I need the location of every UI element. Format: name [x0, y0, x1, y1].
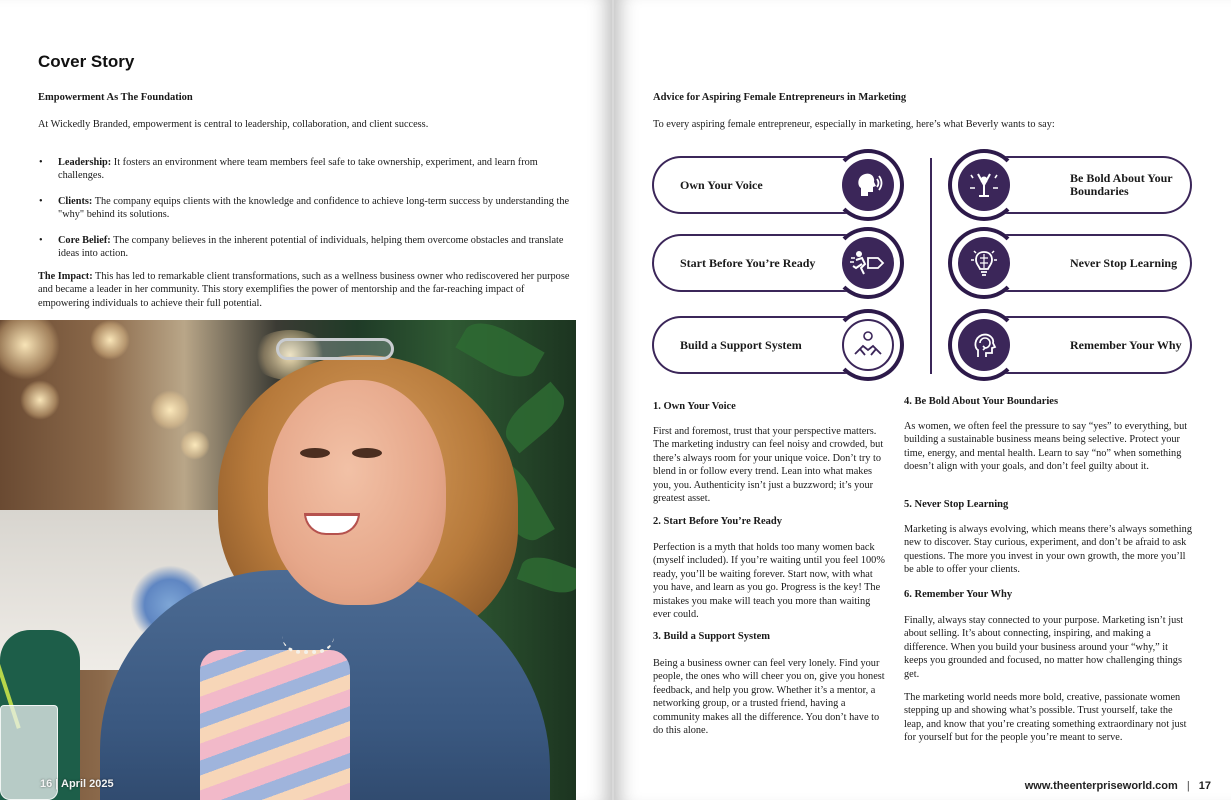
empowerment-heading: Empowerment As The Foundation: [38, 92, 193, 103]
start-before-icon-badge: [832, 227, 904, 299]
speaking-head-icon: [842, 159, 894, 211]
brain-bulb-icon: [958, 237, 1010, 289]
s5-text: Marketing is always evolving, which means there’s always something new to discover. Stay curious, experiment, and don’t be afraid to ask questions. The more you invest in your own growth, the more you’ll be able to offer your clients.: [904, 524, 1192, 576]
s4-text: As women, we often feel the pressure to say “yes” to everything, but building a sustainable business means being selective. Protect your time, energy, and mental health. Learn to say “no” when something doesn’t align with your goals, and don’t feel guilty about it.: [904, 421, 1188, 473]
page-footer-right: [1025, 780, 1211, 792]
bullet-text: It fosters an environment where team members feel safe to take ownership, experiment, and learn from challenges.: [58, 157, 538, 182]
footer-separator: |: [1186, 780, 1190, 792]
s2-title: 2. Start Before You’re Ready: [653, 516, 782, 527]
pill-label: Own Your Voice: [680, 177, 763, 192]
pill-label: Remember Your Why: [1070, 337, 1182, 352]
support-system-icon-badge: [832, 309, 904, 381]
website-url[interactable]: www.theenterpriseworld.com: [1024, 780, 1178, 792]
s4-title: 4. Be Bold About Your Boundaries: [904, 396, 1059, 407]
s6-title: 6. Remember Your Why: [904, 589, 1013, 600]
s3-title: 3. Build a Support System: [653, 631, 770, 642]
never-stop-icon-badge: [948, 227, 1020, 299]
pill-label: Start Before You’re Ready: [680, 255, 816, 270]
impact-text: This has led to remarkable client transformations, such as a wellness business owner who rediscovered her purpose and became a leader in her community. This story exemplifies the power of mentorship and the far-reaching impact of empowering individuals to achieve their full potential.: [38, 271, 570, 309]
column-divider: [930, 158, 932, 374]
pill-label: Never Stop Learning: [1070, 255, 1178, 270]
advice-heading: Advice for Aspiring Female Entrepreneurs in Marketing: [653, 92, 907, 103]
boundary-figure-icon: [958, 159, 1010, 211]
s1-title: 1. Own Your Voice: [653, 401, 736, 412]
impact-paragraph: [38, 270, 578, 310]
s6-text: Finally, always stay connected to your purpose. Marketing isn’t just about selling. It’s about connecting, inspiring, and making a difference. When you build your business around your “why,” it keeps you grounded and focused, no matter how challenging things get.: [904, 615, 1184, 680]
handshake-gear-icon: [842, 319, 894, 371]
remember-why-icon-badge: [948, 309, 1020, 381]
section-title: Cover Story: [38, 52, 135, 71]
bullet-text: The company believes in the inherent potential of individuals, helping them overcome obstacles and translate ideas into action.: [58, 234, 564, 260]
impact-term: The Impact:: [38, 271, 93, 282]
closing-paragraph: The marketing world needs more bold, creative, passionate women stepping up and showing what’s possible. Trust yourself, take the leap, and know that you’re creating something extraordinary not just for yourself but for the people you’re meant to serve.: [904, 692, 1187, 744]
bullet-leadership: [38, 156, 578, 183]
runner-arrow-icon: [842, 237, 894, 289]
right-page: [614, 0, 1231, 800]
head-cycle-icon: [958, 319, 1010, 371]
pill-label: Build a Support System: [680, 337, 802, 352]
advice-intro: To every aspiring female entrepreneur, especially in marketing, here’s what Beverly wants to say:: [653, 119, 1055, 130]
bullet-term: Clients:: [58, 195, 93, 207]
be-bold-icon-badge: [948, 149, 1020, 221]
bullet-term: Leadership:: [58, 157, 112, 168]
s5-title: 5. Never Stop Learning: [904, 499, 1009, 510]
s3-text: Being a business owner can feel very lonely. Find your people, the ones who will cheer you on, give you honest feedback, and help you grow. Whether it’s a mentor, a networking group, or a trusted friend, having a community makes all the difference. You don’t have to do this alone.: [653, 658, 885, 737]
s2-text: Perfection is a myth that holds too many women back (myself included). If you’re waiting until you feel 100% ready, you’ll be waiting forever. Start now, with what you have, and learn as you go. Progress is the key! The mistakes you make will teach you more than waiting ever could.: [653, 542, 885, 621]
empowerment-intro: At Wickedly Branded, empowerment is central to leadership, collaboration, and client success.: [38, 119, 429, 130]
left-page: [0, 0, 612, 800]
s1-text: First and foremost, trust that your perspective matters. The marketing industry can feel noisy and crowded, but there’s always room for your unique voice. Don’t try to blend in or follow every trend. Lean into what makes you, you. Authenticity isn’t just a buzzword; it’s your greatest asset.: [653, 426, 884, 505]
page-number-right: 17: [1198, 780, 1211, 792]
page-number-left: 16 | April 2025: [40, 778, 114, 790]
portrait-photo: [0, 320, 576, 800]
bullet-clients: [38, 195, 578, 222]
bullet-core-belief: [38, 234, 578, 261]
bullet-text: The company equips clients with the knowledge and confidence to achieve long-term success by understanding the "why" behind its solutions.: [58, 195, 570, 221]
pill-label: Be Bold About Your Boundaries: [1070, 171, 1173, 198]
empowerment-bullets: [38, 156, 578, 272]
own-voice-icon-badge: [832, 149, 904, 221]
bullet-term: Core Belief:: [58, 234, 111, 246]
